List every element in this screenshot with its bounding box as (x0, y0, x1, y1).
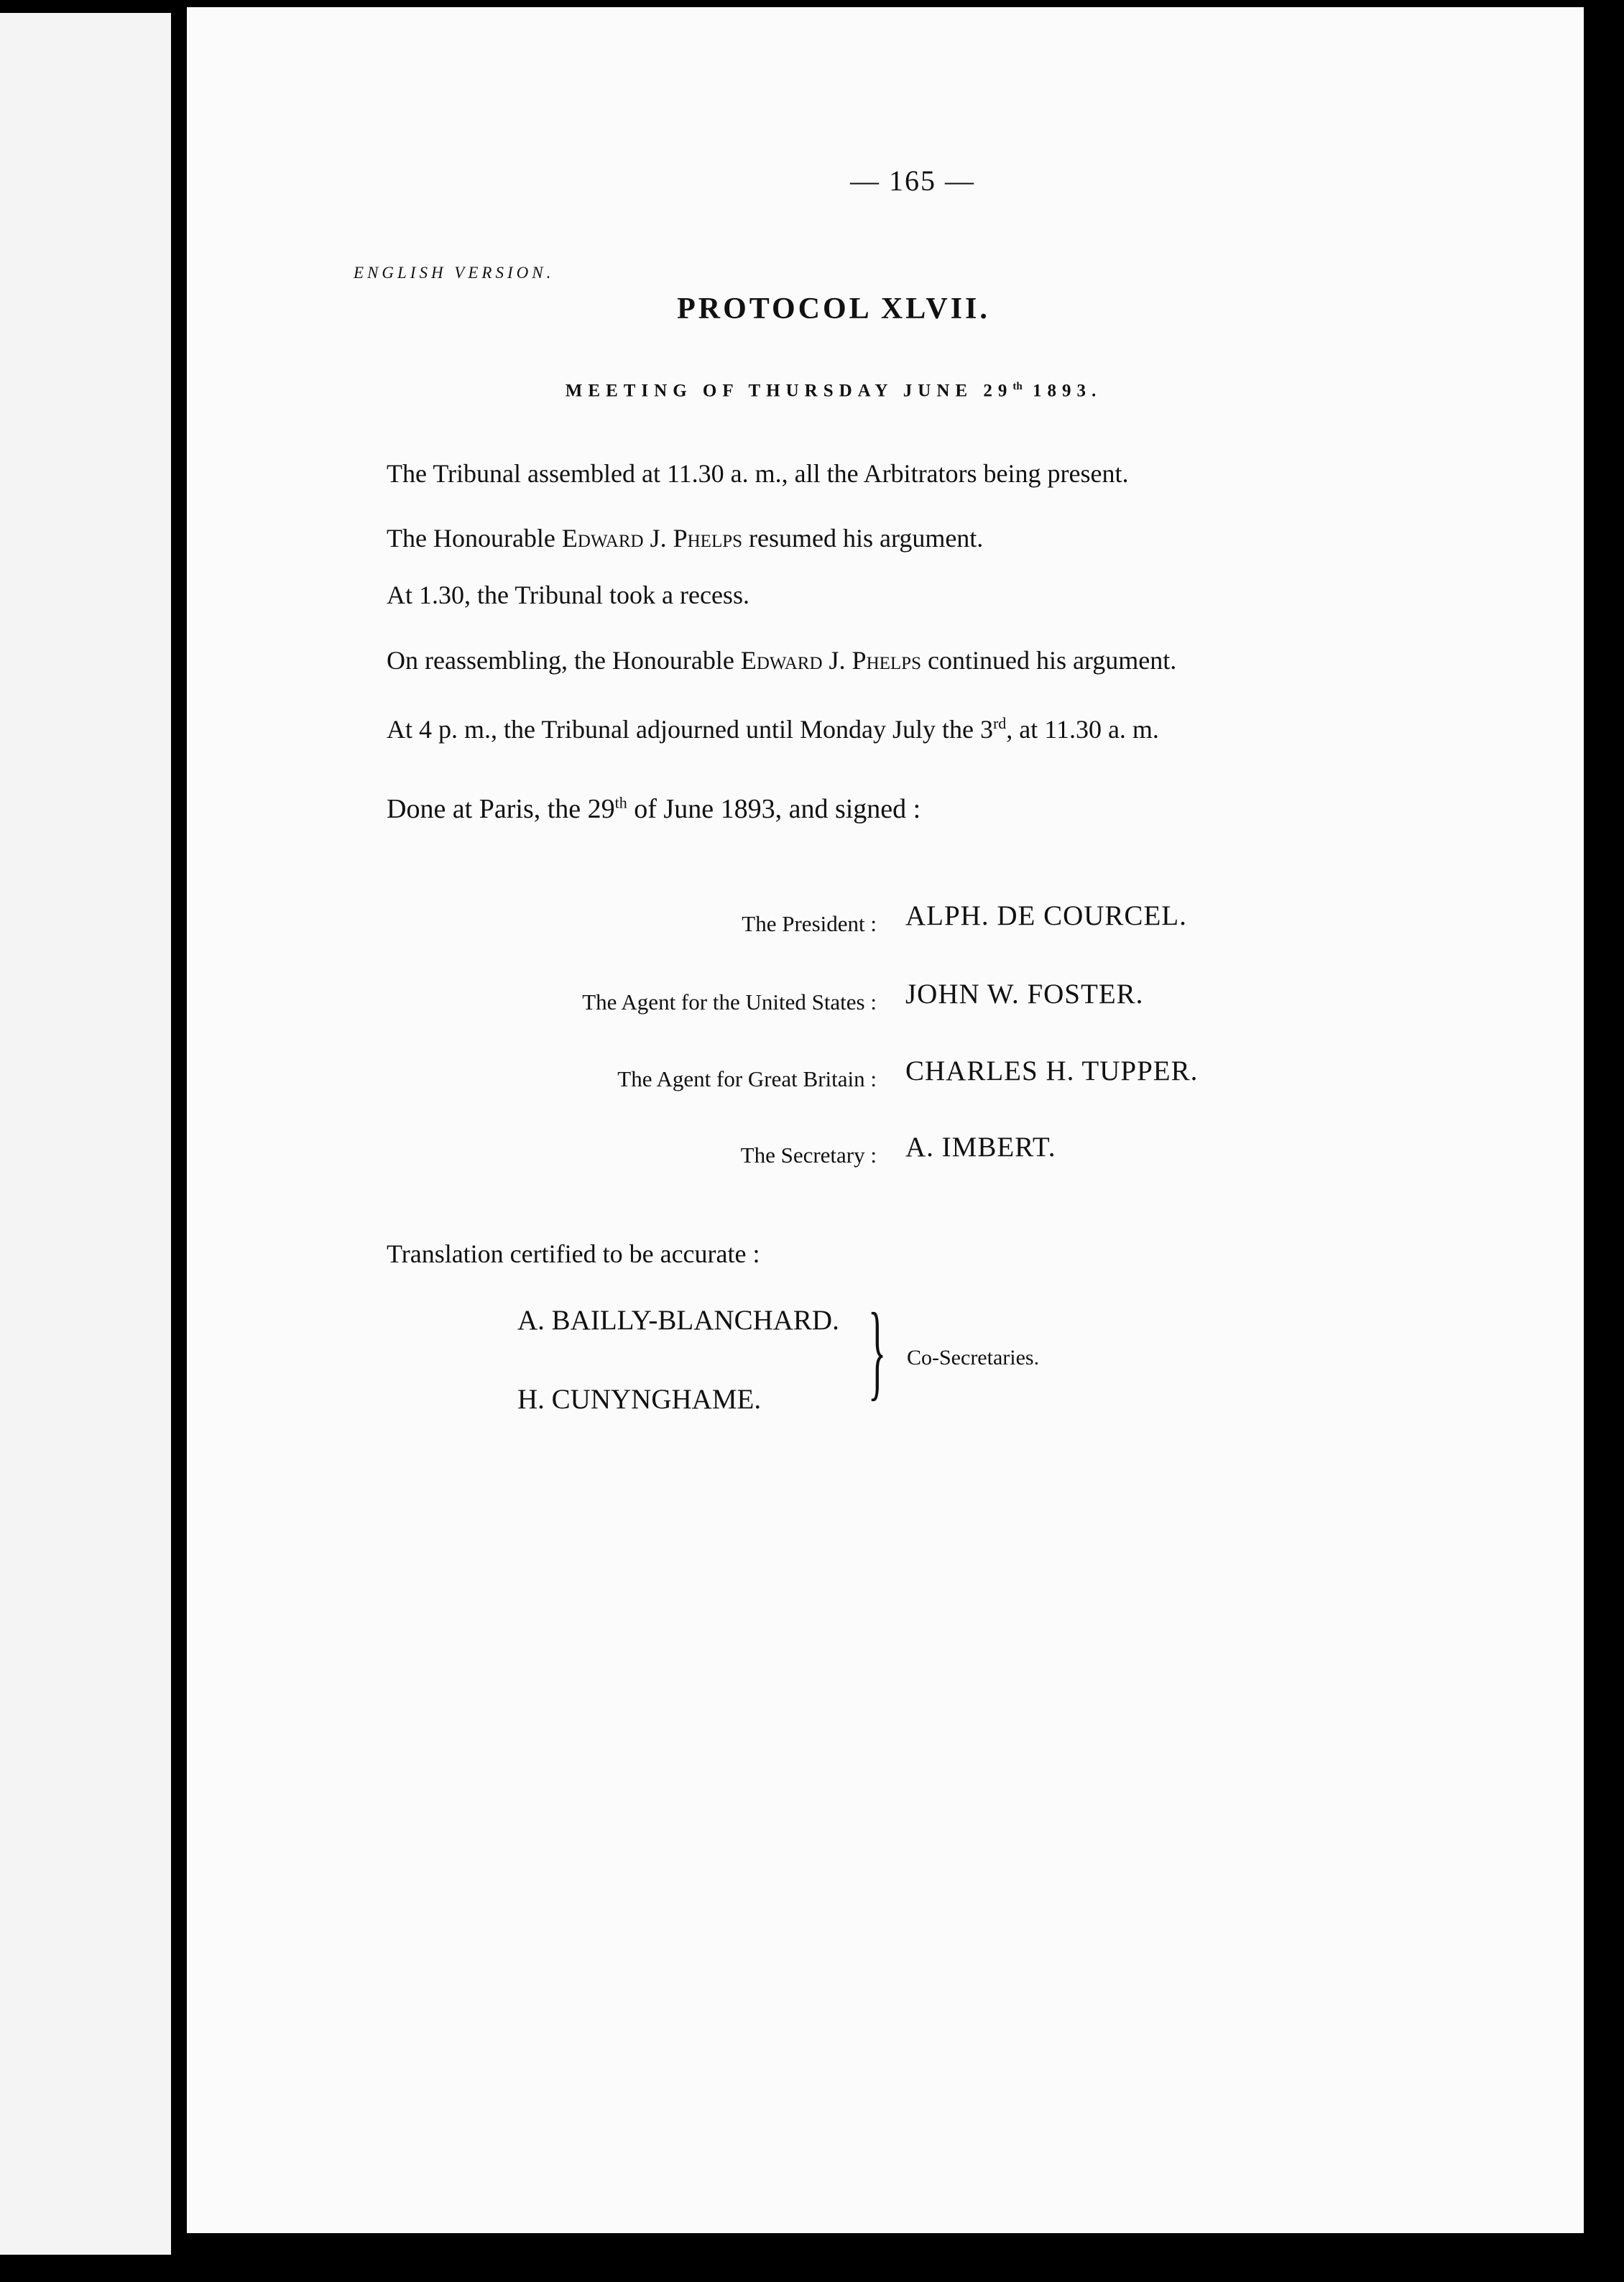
curly-brace-icon: } (868, 1291, 887, 1410)
paragraph-text: J. (643, 524, 673, 553)
role-colon: : (870, 1066, 877, 1091)
paragraph-assembled: The Tribunal assembled at 11.30 a. m., all the Arbitrators being present. (387, 459, 1129, 488)
paragraph-text: continued his argument. (921, 646, 1177, 675)
certification-statement: Translation certified to be accurate : (387, 1239, 760, 1268)
subtitle-text: MEETING OF THURSDAY JUNE 29 (565, 381, 1013, 401)
person-last-name: Phelps (673, 524, 743, 553)
meeting-subtitle (546, 381, 1121, 401)
paragraph-text: The Honourable (387, 524, 562, 553)
signature-role-president (187, 911, 877, 937)
role-label: The President (742, 911, 865, 936)
co-secretaries-label: Co-Secretaries. (907, 1346, 1040, 1369)
document-page (187, 7, 1584, 2233)
left-page-edge (0, 13, 171, 2255)
co-secretary-name: H. CUNYNGHAME. (517, 1384, 762, 1415)
paragraph-text: , at 11.30 a. m. (1006, 715, 1159, 744)
version-label: ENGLISH VERSION. (354, 264, 555, 282)
signature-name-secretary: A. IMBERT. (905, 1132, 1056, 1163)
role-label: The Secretary (740, 1142, 865, 1168)
ordinal-superscript: rd (992, 714, 1007, 732)
subtitle-superscript: th (1012, 381, 1023, 392)
page-number: — 165 — (850, 165, 975, 197)
role-colon: : (870, 1142, 877, 1168)
person-first-name: Edward (561, 524, 644, 553)
book-spine (171, 0, 187, 2282)
paragraph-text: resumed his argument. (742, 524, 984, 553)
paragraph-reassembling (387, 645, 1176, 675)
signature-role-gb-agent (187, 1066, 877, 1092)
signature-role-us-agent (187, 989, 877, 1015)
paragraph-text: At 4 p. m., the Tribunal adjourned until Monday July the 3 (387, 715, 993, 744)
person-first-name: Edward (740, 646, 823, 675)
document-title: PROTOCOL XLVII. (677, 292, 990, 325)
signature-name-us-agent: JOHN W. FOSTER. (905, 979, 1144, 1010)
role-colon: : (870, 911, 877, 936)
signature-name-gb-agent: CHARLES H. TUPPER. (905, 1055, 1199, 1086)
role-label: The Agent for Great Britain (617, 1066, 865, 1091)
ordinal-superscript: th (614, 793, 627, 812)
paragraph-text: of June 1893, and signed : (627, 794, 921, 824)
paragraph-text: On reassembling, the Honourable (387, 646, 741, 675)
paragraph-text: J. (822, 646, 852, 675)
role-label: The Agent for the United States (582, 989, 865, 1015)
paragraph-text: Done at Paris, the 29 (387, 794, 615, 824)
paragraph-recess: At 1.30, the Tribunal took a recess. (387, 581, 749, 609)
person-last-name: Phelps (852, 646, 921, 675)
paragraph-signed (387, 793, 921, 825)
signature-role-secretary (187, 1142, 877, 1168)
subtitle-year: 1893. (1022, 381, 1102, 401)
paragraph-argument (387, 523, 983, 553)
paragraph-adjourned (387, 714, 1159, 744)
role-colon: : (870, 989, 877, 1015)
co-secretary-name: A. BAILLY-BLANCHARD. (517, 1305, 839, 1336)
signature-name-president: ALPH. DE COURCEL. (905, 900, 1187, 931)
